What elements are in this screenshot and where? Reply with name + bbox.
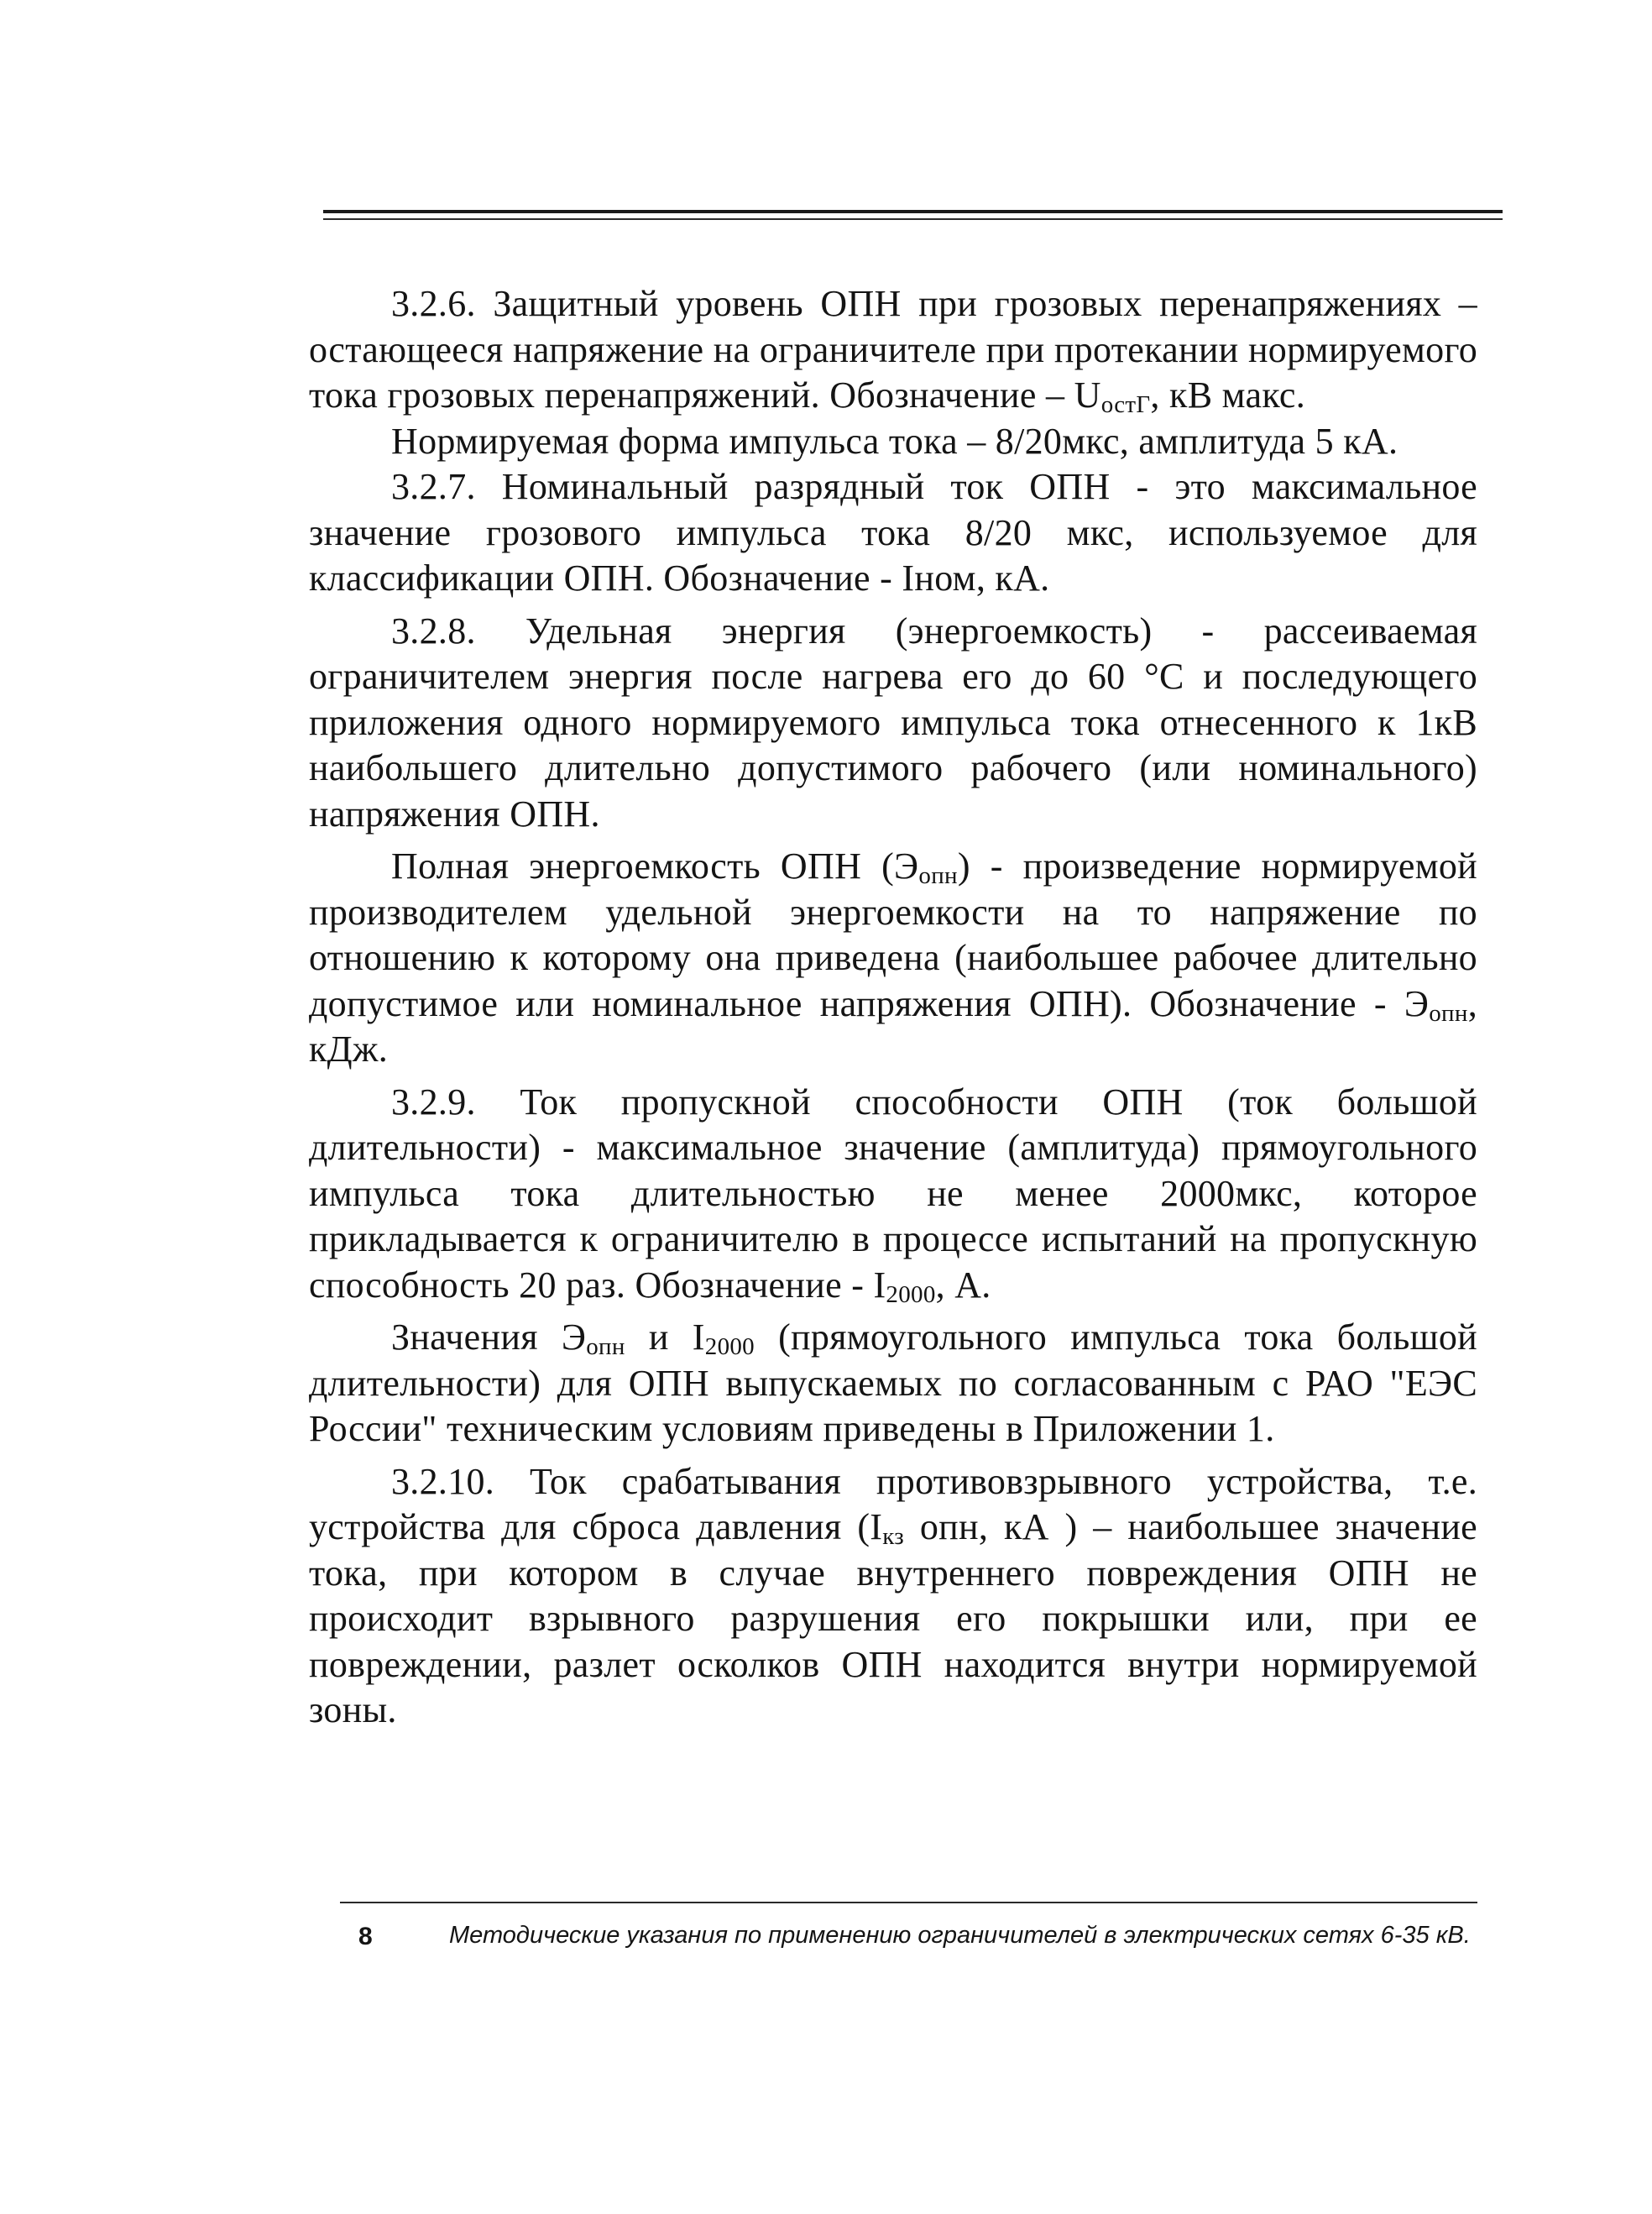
subscript: опн (1429, 999, 1468, 1027)
subscript: остГ (1100, 391, 1151, 418)
subscript: 2000 (886, 1280, 936, 1308)
subscript: 2000 (704, 1333, 755, 1360)
paragraph-3-2-10: 3.2.10. Ток срабатывания противовзрывного устройства, т.е. устройства для сброса давления ($I_{кз}$ опн, кА ) – наибольшее значение тока, при котором в случае внутреннего повреждения ОПН не происходит взрывного разрушения его покрышки или, при ее повреждении, разлет осколков ОПН находится внутри нормируемой зоны. (309, 1460, 1478, 1730)
paragraph-impulse-form: Нормируемая форма импульса тока – 8/20мкс, амплитуда 5 кА. (391, 420, 1398, 462)
subscript: опн (918, 862, 958, 889)
page-body (309, 281, 1477, 1734)
paragraph-3-2-8: 3.2.8. Удельная энергия (энергоемкость) - рассеиваемая ограничителем энергия после нагрева его до 60 °С и последующего приложения одного нормируемого импульса тока отнесенного к 1кВ наибольшего длительно допустимого рабочего (или номинального) напряжения ОПН. (309, 610, 1477, 835)
paragraph-values: Значения $Э_{опн}$ и $I_{2000}$ (прямоугольного импульса тока большой длительности) для ОПН выпускаемых по согласованным с РАО "ЕЭС России" техническим условиям приведены в Приложении 1. (309, 1316, 1477, 1449)
header-rule-thin (323, 218, 1503, 220)
paragraph-full-energy: Полная энергоемкость ОПН $(Э_{опн})$ - произведение нормируемой производителем удельной энергоемкости на то напряжение по отношению к которому она приведена (наибольшее рабочее длительно допустимое или номинальное напряжения ОПН). Обозначение - $Э_{опн}$, кДж. (309, 845, 1477, 1070)
footer-title: Методические указания по применению ограничителей в электрических сетях 6-35 кВ. (449, 1922, 1471, 1949)
paragraph-3-2-6: 3.2.6. Защитный уровень ОПН при грозовых перенапряжениях – остающееся напряжение на ограничителе при протекании нормируемого тока грозовых перенапряжений. Обозначение – $U_{остГ}$, кВ макс. (309, 283, 1477, 418)
paragraph-3-2-7: 3.2.7. Номинальный разрядный ток ОПН - это максимальное значение грозового импульса тока 8/20 мкс, используемое для классификации ОПН. Обозначение - Iном, кА. (309, 466, 1477, 599)
subscript: кз (882, 1523, 905, 1550)
subscript: опн (586, 1333, 625, 1360)
paragraph-3-2-9: 3.2.9. Ток пропускной способности ОПН (ток большой длительности) - максимальное значение (амплитуда) прямоугольного импульса тока длительностью не менее 2000мкс, которое прикладывается к ограничителю в процессе испытаний на пропускную способность 20 раз. Обозначение - $I_{2000}$, А. (309, 1081, 1477, 1308)
header-rule-thick (323, 210, 1503, 213)
page-number: 8 (358, 1923, 373, 1950)
footer-rule (340, 1902, 1477, 1903)
